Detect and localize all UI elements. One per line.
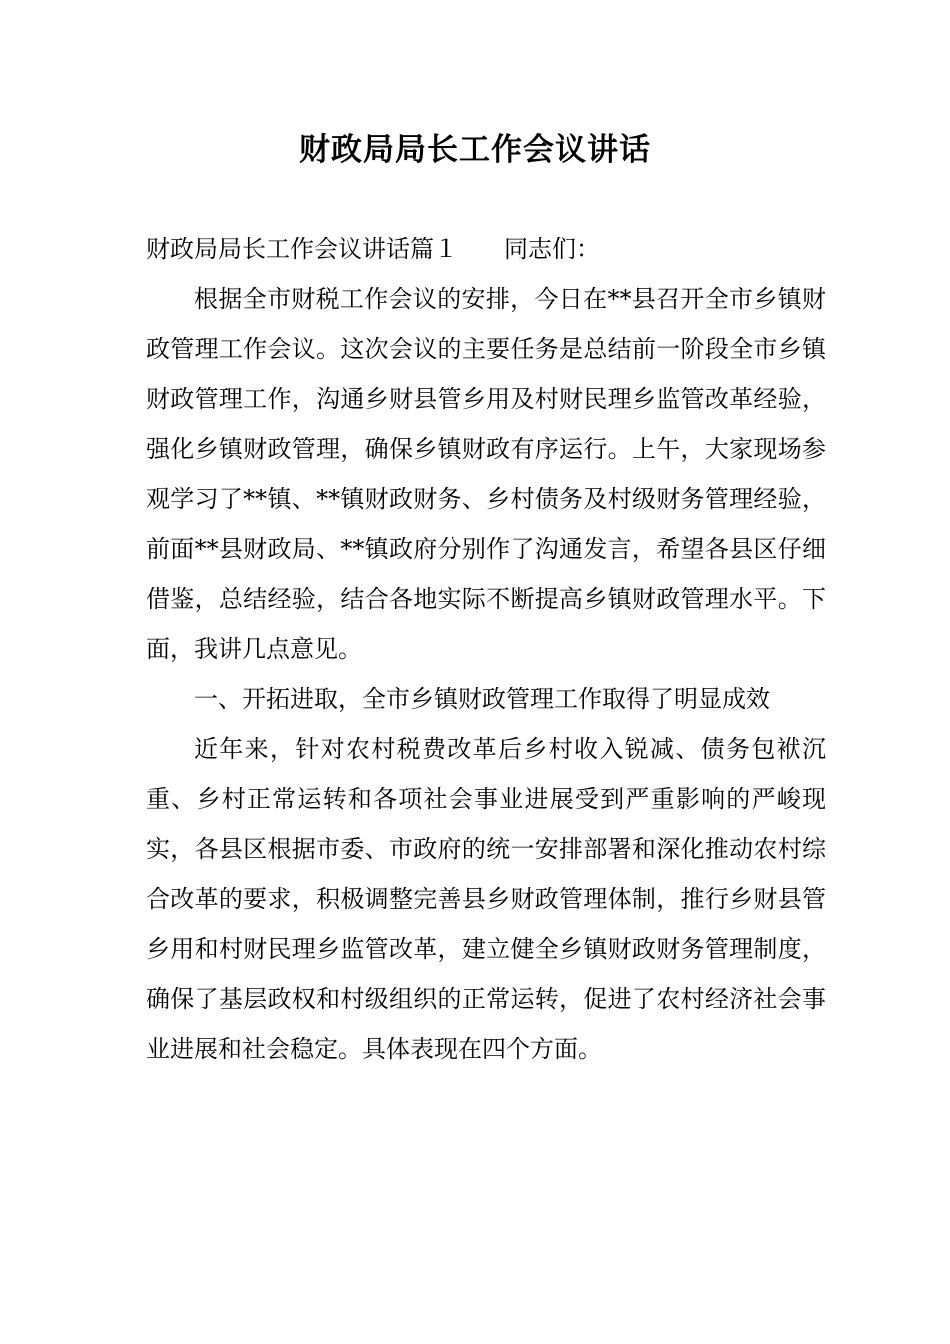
paragraph-section-heading-1: 一、开拓进取，全市乡镇财政管理工作取得了明显成效	[194, 685, 770, 713]
document-body	[146, 224, 826, 1074]
document-title: 财政局局长工作会议讲话	[299, 132, 651, 168]
section-heading: 财政局局长工作会议讲话篇１	[146, 235, 458, 263]
paragraph-arrangement: 根据全市财税工作会议的安排，今日在**县召开全市乡镇财政管理工作会议。这次会议的主要任务是总结前一阶段全市乡镇财政管理工作，沟通乡财县管乡用及村财民理乡监管改革经验，强化乡镇财政管理，确保乡镇财政有序运行。上午，大家现场参观学习了**镇、**镇财政财务、乡村债务及村级财务管理经验，前面**县财政局、**镇政府分别作了沟通发言，希望各县区仔细借鉴，总结经验，结合各地实际不断提高乡镇财政管理水平。下面，我讲几点意见。	[146, 285, 826, 663]
paragraph-recent-years: 近年来，针对农村税费改革后乡村收入锐减、债务包袱沉重、乡村正常运转和各项社会事业进展受到严重影响的严峻现实，各县区根据市委、市政府的统一安排部署和深化推动农村综合改革的要求，积极调整完善县乡财政管理体制，推行乡财县管乡用和村财民理乡监管改革，建立健全乡镇财政财务管理制度，确保了基层政权和村级组织的正常运转，促进了农村经济社会事业进展和社会稳定。具体表现在四个方面。	[146, 735, 826, 1063]
intro-line	[146, 224, 826, 274]
salutation: 同志们：	[504, 235, 600, 263]
